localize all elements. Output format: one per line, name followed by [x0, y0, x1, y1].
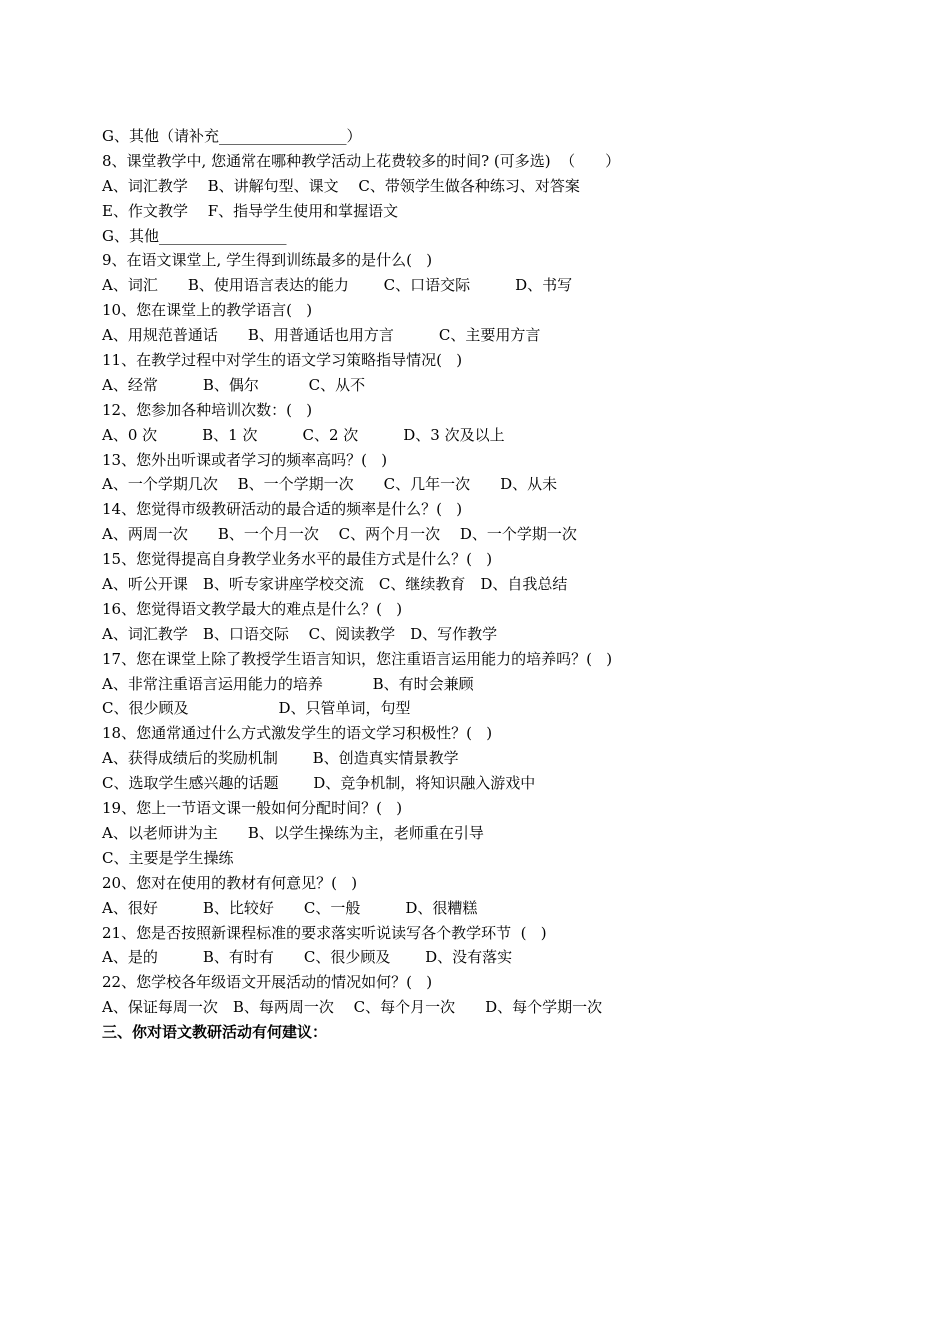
- question-14: 14、您觉得市级教研活动的最合适的频率是什么？( ): [102, 500, 463, 519]
- question-11: 11、在教学过程中对学生的语文学习策略指导情况( ): [102, 351, 463, 370]
- options-12: A、0 次 B、1 次 C、2 次 D、3 次及以上: [102, 425, 505, 444]
- options-19-a-b: A、以老师讲为主 B、以学生操练为主，老师重在引导: [102, 823, 484, 842]
- option-line-g-other: G、其他（请补充_________________）: [102, 127, 362, 145]
- question-18: 18、您通常通过什么方式激发学生的语文学习积极性？( ): [102, 724, 493, 743]
- options-19-c: C、主要是学生操练: [102, 848, 234, 867]
- options-18-a-b: A、获得成绩后的奖励机制 B、创造真实情景教学: [102, 749, 459, 768]
- options-21: A、是的 B、有时有 C、很少顾及 D、没有落实: [102, 948, 513, 967]
- options-11: A、经常 B、偶尔 C、从不: [102, 375, 366, 394]
- question-13: 13、您外出听课或者学习的频率高吗？( ): [102, 450, 388, 469]
- question-19: 19、您上一节语文课一般如何分配时间？( ): [102, 799, 403, 818]
- section-heading: 三、你对语文教研活动有何建议：: [102, 1023, 328, 1042]
- options-17-c-d: C、很少顾及 D、只管单词，句型: [102, 699, 411, 718]
- question-20: 20、您对在使用的教材有何意见？( ): [102, 873, 358, 892]
- question-10: 10、您在课堂上的教学语言( ): [102, 301, 313, 320]
- options-14: A、两周一次 B、一个月一次 C、两个月一次 D、一个学期一次: [102, 525, 577, 544]
- options-22: A、保证每周一次 B、每两周一次 C、每个月一次 D、每个学期一次: [102, 998, 603, 1017]
- options-8-e-f: E、作文教学 F、指导学生使用和掌握语文: [102, 201, 399, 220]
- options-10: A、用规范普通话 B、用普通话也用方言 C、主要用方言: [102, 326, 541, 345]
- question-15: 15、您觉得提高自身教学业务水平的最佳方式是什么？( ): [102, 550, 493, 569]
- options-13: A、一个学期几次 B、一个学期一次 C、几年一次 D、从未: [102, 475, 558, 494]
- options-18-c-d: C、选取学生感兴趣的话题 D、竞争机制，将知识融入游戏中: [102, 774, 536, 793]
- question-21: 21、您是否按照新课程标准的要求落实听说读写各个教学环节 ( ): [102, 923, 547, 942]
- options-8-g: G、其他_________________: [102, 226, 287, 245]
- questionnaire-body: [102, 124, 882, 1045]
- question-12: 12、您参加各种培训次数：( ): [102, 400, 313, 419]
- options-15: A、听公开课 B、听专家讲座学校交流 C、继续教育 D、自我总结: [102, 575, 568, 594]
- options-9: A、词汇 B、使用语言表达的能力 C、口语交际 D、书写: [102, 276, 573, 295]
- options-16: A、词汇教学 B、口语交际 C、阅读教学 D、写作教学: [102, 624, 498, 643]
- question-17: 17、您在课堂上除了教授学生语言知识，您注重语言运用能力的培养吗？( ): [102, 649, 613, 668]
- question-22: 22、您学校各年级语文开展活动的情况如何？( ): [102, 973, 433, 992]
- options-8-a-c: A、词汇教学 B、讲解句型、课文 C、带领学生做各种练习、对答案: [102, 176, 580, 195]
- question-16: 16、您觉得语文教学最大的难点是什么？( ): [102, 599, 403, 618]
- options-17-a-b: A、非常注重语言运用能力的培养 B、有时会兼顾: [102, 674, 474, 693]
- question-9: 9、在语文课堂上, 学生得到训练最多的是什么( ): [102, 251, 433, 270]
- options-20: A、很好 B、比较好 C、一般 D、很糟糕: [102, 898, 478, 917]
- question-8: 8、课堂教学中, 您通常在哪种教学活动上花费较多的时间? (可多选) （ ）: [102, 151, 621, 170]
